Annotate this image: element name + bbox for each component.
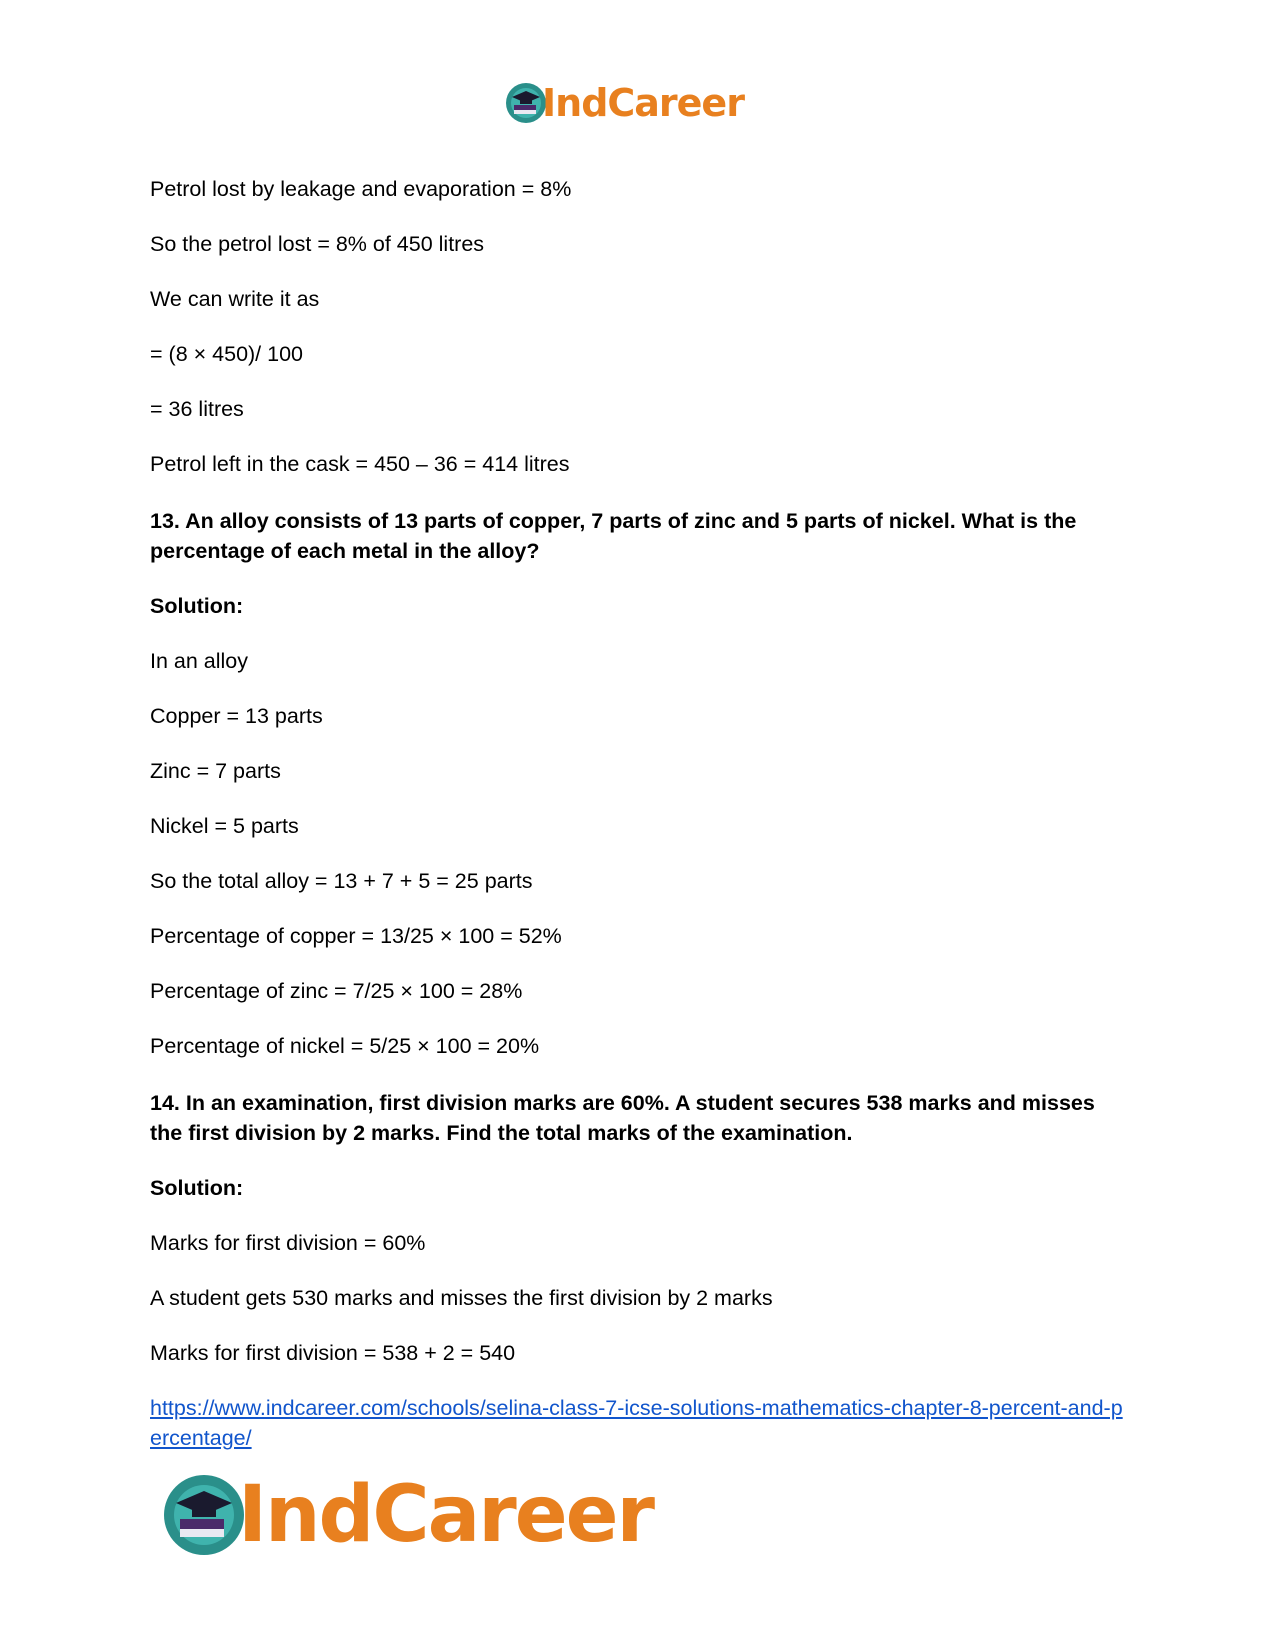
- text-line: So the petrol lost = 8% of 450 litres: [150, 232, 485, 256]
- text-line: In an alloy: [150, 649, 249, 673]
- header-logo: [504, 80, 744, 126]
- text-line: Marks for first division = 538 + 2 = 540: [150, 1341, 516, 1365]
- solution-label: Solution:: [150, 594, 244, 618]
- text-line: Nickel = 5 parts: [150, 814, 299, 838]
- text-line: Marks for first division = 60%: [150, 1231, 426, 1255]
- logo-wordmark: IndCareer: [542, 81, 744, 125]
- text-line: A student gets 530 marks and misses the first division by 2 marks: [150, 1286, 773, 1310]
- solution-label: Solution:: [150, 1176, 244, 1200]
- source-link[interactable]: https://www.indcareer.com/schools/selina-class-7-icse-solutions-mathematics-chapter-8-percent-and-percentage/: [150, 1396, 1123, 1450]
- text-line: Petrol lost by leakage and evaporation = 8%: [150, 177, 572, 201]
- logo-wordmark: IndCareer: [238, 1470, 653, 1560]
- text-line: Percentage of nickel = 5/25 × 100 = 20%: [150, 1034, 540, 1058]
- text-line: So the total alloy = 13 + 7 + 5 = 25 parts: [150, 869, 533, 893]
- text-line: Percentage of copper = 13/25 × 100 = 52%: [150, 924, 562, 948]
- footer-logo: [160, 1470, 653, 1560]
- graduation-cap-book-icon: [160, 1471, 248, 1559]
- document-body: [150, 176, 1130, 1453]
- question-13: 13. An alloy consists of 13 parts of copper, 7 parts of zinc and 5 parts of nickel. What is the percentage of each metal in the alloy?: [150, 509, 1077, 563]
- text-line: Petrol left in the cask = 450 – 36 = 414 litres: [150, 452, 570, 476]
- text-line: Copper = 13 parts: [150, 704, 323, 728]
- text-line: Zinc = 7 parts: [150, 759, 281, 783]
- text-line: = 36 litres: [150, 397, 244, 421]
- question-14: 14. In an examination, first division marks are 60%. A student secures 538 marks and misses the first division by 2 marks. Find the total marks of the examination.: [150, 1091, 1095, 1145]
- text-line: Percentage of zinc = 7/25 × 100 = 28%: [150, 979, 523, 1003]
- text-line: = (8 × 450)/ 100: [150, 342, 303, 366]
- text-line: We can write it as: [150, 287, 320, 311]
